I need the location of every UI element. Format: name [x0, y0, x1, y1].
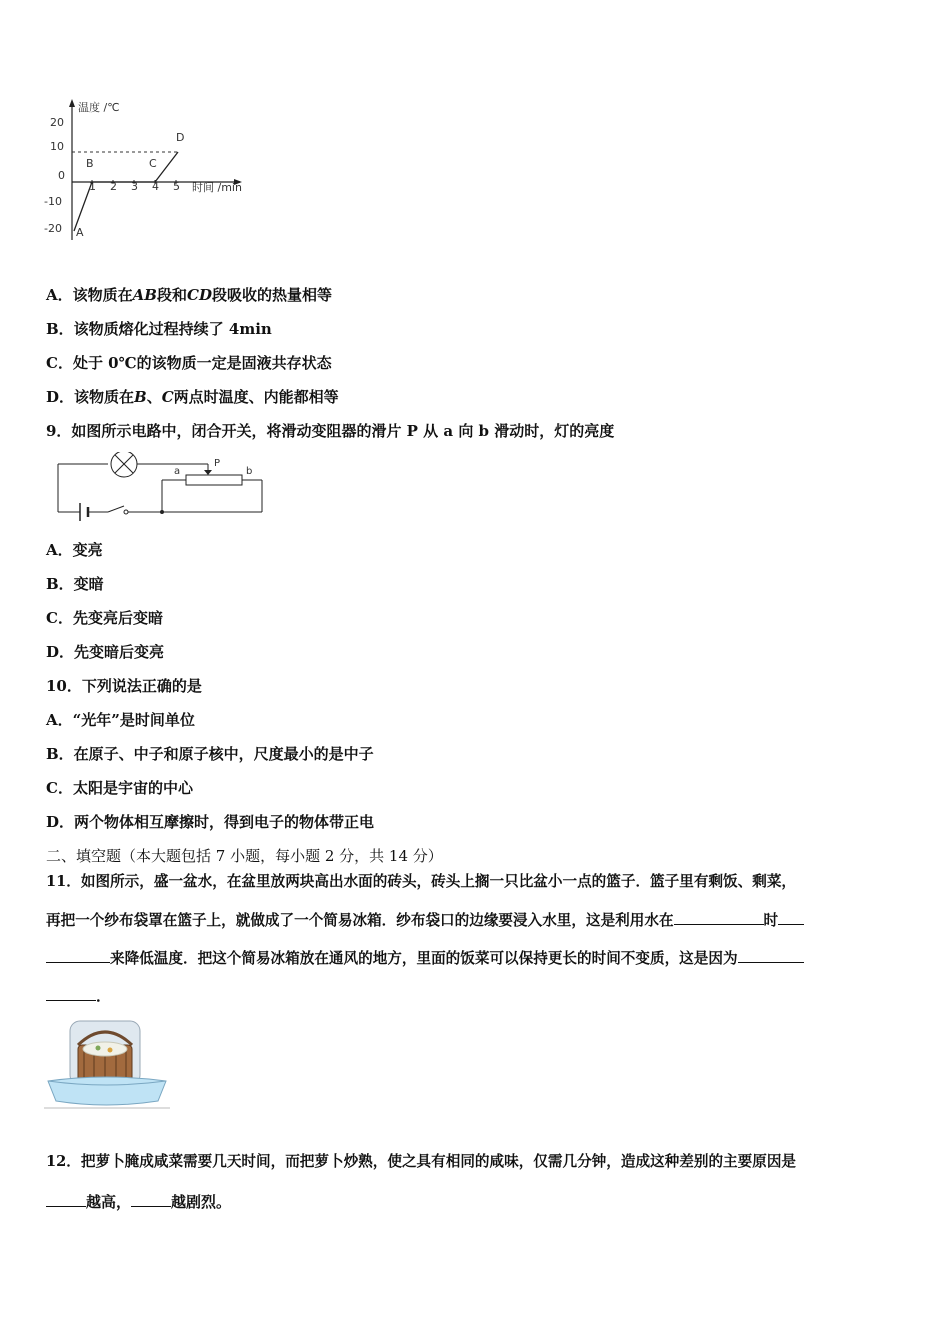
- circuit-diagram: [50, 452, 270, 524]
- blank-1-cont[interactable]: [778, 908, 804, 925]
- x-tick-2: 2: [110, 180, 117, 193]
- blank-1-end[interactable]: [46, 946, 110, 963]
- rheostat-label-b: b: [246, 466, 253, 477]
- y-tick-20: 20: [50, 116, 64, 129]
- q12-line-2: 越高， 越剧烈。: [46, 1190, 231, 1212]
- y-axis-label: 温度 /℃: [78, 101, 120, 114]
- q11-line-1: 11．如图所示，盛一盆水，在盆里放两块高出水面的砖头，砖头上搁一只比盆小一点的篮子．篮子里有剩饭、剩菜，: [46, 873, 797, 890]
- x-tick-3: 3: [131, 180, 138, 193]
- q10-option-c: C．太阳是宇宙的中心: [46, 779, 193, 797]
- blank-3[interactable]: [46, 1190, 86, 1207]
- section-heading: 二、填空题（本大题包括 7 小题，每小题 2 分，共 14 分）: [46, 847, 443, 865]
- q8-option-c: C．处于 0℃的该物质一定是固液共存状态: [46, 354, 332, 372]
- x-tick-1: 1: [89, 180, 96, 193]
- q10-option-a: A．“光年”是时间单位: [46, 711, 195, 729]
- blank-2[interactable]: [738, 946, 804, 963]
- y-tick-neg10: -10: [44, 195, 62, 208]
- q10-option-d: D．两个物体相互摩擦时，得到电子的物体带正电: [46, 813, 375, 831]
- point-a-label: A: [76, 226, 84, 239]
- q11-line-3: 来降低温度．把这个简易冰箱放在通风的地方，里面的饭菜可以保持更长的时间不变质，这是因为: [46, 946, 804, 969]
- x-tick-4: 4: [152, 180, 159, 193]
- y-axis-arrow: [69, 99, 75, 107]
- water-basin: [48, 1077, 166, 1105]
- q8-option-b: B．该物质熔化过程持续了 4min: [46, 320, 272, 338]
- q12-line-1: 12．把萝卜腌成咸菜需要几天时间，而把萝卜炒熟，使之具有相同的咸味，仅需几分钟，造成这种差别的主要原因是: [46, 1153, 797, 1170]
- point-b-label: B: [86, 157, 94, 170]
- q9-option-c: C．先变亮后变暗: [46, 609, 163, 627]
- switch-icon: [108, 506, 124, 512]
- q11-line-2: 再把一个纱布袋罩在篮子上，就做成了一个简易冰箱．纱布袋口的边缘要浸入水里，这是利用水在 时: [46, 908, 804, 931]
- slider-p-icon: [204, 470, 212, 475]
- rheostat-label-a: a: [174, 466, 181, 477]
- x-axis-label: 时间 /min: [192, 181, 242, 194]
- rheostat-icon: [186, 475, 242, 485]
- blank-4[interactable]: [131, 1190, 171, 1207]
- q9-option-b: B．变暗: [46, 575, 104, 593]
- blank-1[interactable]: [674, 908, 764, 925]
- y-tick-10: 10: [50, 140, 64, 153]
- q11-line-4: ．: [46, 984, 111, 1006]
- q9-option-a: A．变亮: [46, 541, 103, 559]
- q10-stem: 10．下列说法正确的是: [46, 677, 202, 695]
- food: [83, 1042, 127, 1056]
- q8-option-d: D．该物质在B、C两点时温度、内能都相等: [46, 388, 339, 406]
- q9-stem: 9．如图所示电路中，闭合开关，将滑动变阻器的滑片 P 从 a 向 b 滑动时，灯的亮度: [46, 422, 615, 440]
- x-tick-5: 5: [173, 180, 180, 193]
- point-d-label: D: [176, 131, 185, 144]
- q9-option-d: D．先变暗后变亮: [46, 643, 165, 661]
- q8-option-a: A．该物质在AB段和CD段吸收的热量相等: [46, 286, 332, 304]
- temperature-time-graph: [40, 95, 260, 245]
- blank-2-end[interactable]: [46, 984, 96, 1001]
- point-c-label: C: [149, 157, 157, 170]
- y-tick-0: 0: [58, 169, 65, 182]
- simple-fridge-illustration: [44, 1015, 172, 1111]
- slider-label-p: P: [214, 458, 221, 469]
- q10-option-b: B．在原子、中子和原子核中，尺度最小的是中子: [46, 745, 374, 763]
- y-tick-neg20: -20: [44, 222, 62, 235]
